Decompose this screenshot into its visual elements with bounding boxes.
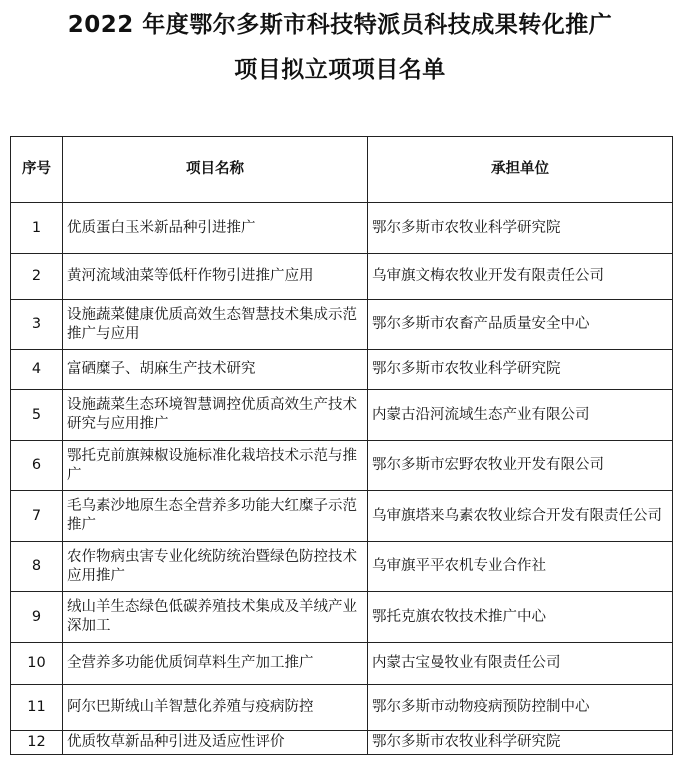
table-row (11, 203, 673, 254)
row-unit: 乌审旗文梅农牧业开发有限责任公司 (368, 254, 673, 300)
row-project-name: 设施蔬菜生态环境智慧调控优质高效生产技术研究与应用推广 (63, 390, 368, 441)
row-index: 12 (11, 731, 63, 755)
row-project-name: 优质蛋白玉米新品种引进推广 (63, 203, 368, 254)
row-index: 8 (11, 542, 63, 592)
row-project-name: 富硒糜子、胡麻生产技术研究 (63, 350, 368, 390)
row-project-name: 全营养多功能优质饲草料生产加工推广 (63, 643, 368, 685)
table-row (11, 300, 673, 350)
row-unit: 内蒙古沿河流域生态产业有限公司 (368, 390, 673, 441)
table-row (11, 441, 673, 491)
row-project-name: 黄河流域油菜等低杆作物引进推广应用 (63, 254, 368, 300)
table-row (11, 643, 673, 685)
row-index: 7 (11, 491, 63, 542)
document-title-line-2: 项目拟立项项目名单 (234, 57, 446, 83)
table-row (11, 350, 673, 390)
row-unit: 乌审旗平平农机专业合作社 (368, 542, 673, 592)
table-row (11, 592, 673, 643)
document-title-line-1: 2022 年度鄂尔多斯市科技特派员科技成果转化推广 (67, 12, 613, 38)
table-header-row (11, 137, 673, 203)
row-project-name: 绒山羊生态绿色低碳养殖技术集成及羊绒产业深加工 (63, 592, 368, 643)
row-index: 2 (11, 254, 63, 300)
row-unit: 内蒙古宝曼牧业有限责任公司 (368, 643, 673, 685)
row-index: 11 (11, 685, 63, 731)
row-project-name: 设施蔬菜健康优质高效生态智慧技术集成示范推广与应用 (63, 300, 368, 350)
row-project-name: 毛乌素沙地原生态全营养多功能大红糜子示范推广 (63, 491, 368, 542)
header-project-name: 项目名称 (63, 137, 368, 203)
row-index: 10 (11, 643, 63, 685)
row-unit: 鄂尔多斯市农牧业科学研究院 (368, 350, 673, 390)
project-list-table (10, 136, 673, 755)
row-unit: 鄂托克旗农牧技术推广中心 (368, 592, 673, 643)
row-unit: 乌审旗塔来乌素农牧业综合开发有限责任公司 (368, 491, 673, 542)
table-row (11, 731, 673, 755)
row-unit: 鄂尔多斯市农牧业科学研究院 (368, 731, 673, 755)
row-index: 9 (11, 592, 63, 643)
row-project-name: 优质牧草新品种引进及适应性评价 (63, 731, 368, 755)
row-project-name: 农作物病虫害专业化统防统治暨绿色防控技术应用推广 (63, 542, 368, 592)
table-row (11, 542, 673, 592)
table-row (11, 685, 673, 731)
table-row (11, 491, 673, 542)
header-index: 序号 (11, 137, 63, 203)
table-row (11, 254, 673, 300)
row-unit: 鄂尔多斯市农畜产品质量安全中心 (368, 300, 673, 350)
row-project-name: 阿尔巴斯绒山羊智慧化养殖与疫病防控 (63, 685, 368, 731)
row-index: 4 (11, 350, 63, 390)
row-unit: 鄂尔多斯市宏野农牧业开发有限公司 (368, 441, 673, 491)
row-index: 3 (11, 300, 63, 350)
row-index: 1 (11, 203, 63, 254)
row-unit: 鄂尔多斯市动物疫病预防控制中心 (368, 685, 673, 731)
row-project-name: 鄂托克前旗辣椒设施标准化栽培技术示范与推广 (63, 441, 368, 491)
row-index: 6 (11, 441, 63, 491)
row-index: 5 (11, 390, 63, 441)
table-row (11, 390, 673, 441)
header-unit: 承担单位 (368, 137, 673, 203)
row-unit: 鄂尔多斯市农牧业科学研究院 (368, 203, 673, 254)
